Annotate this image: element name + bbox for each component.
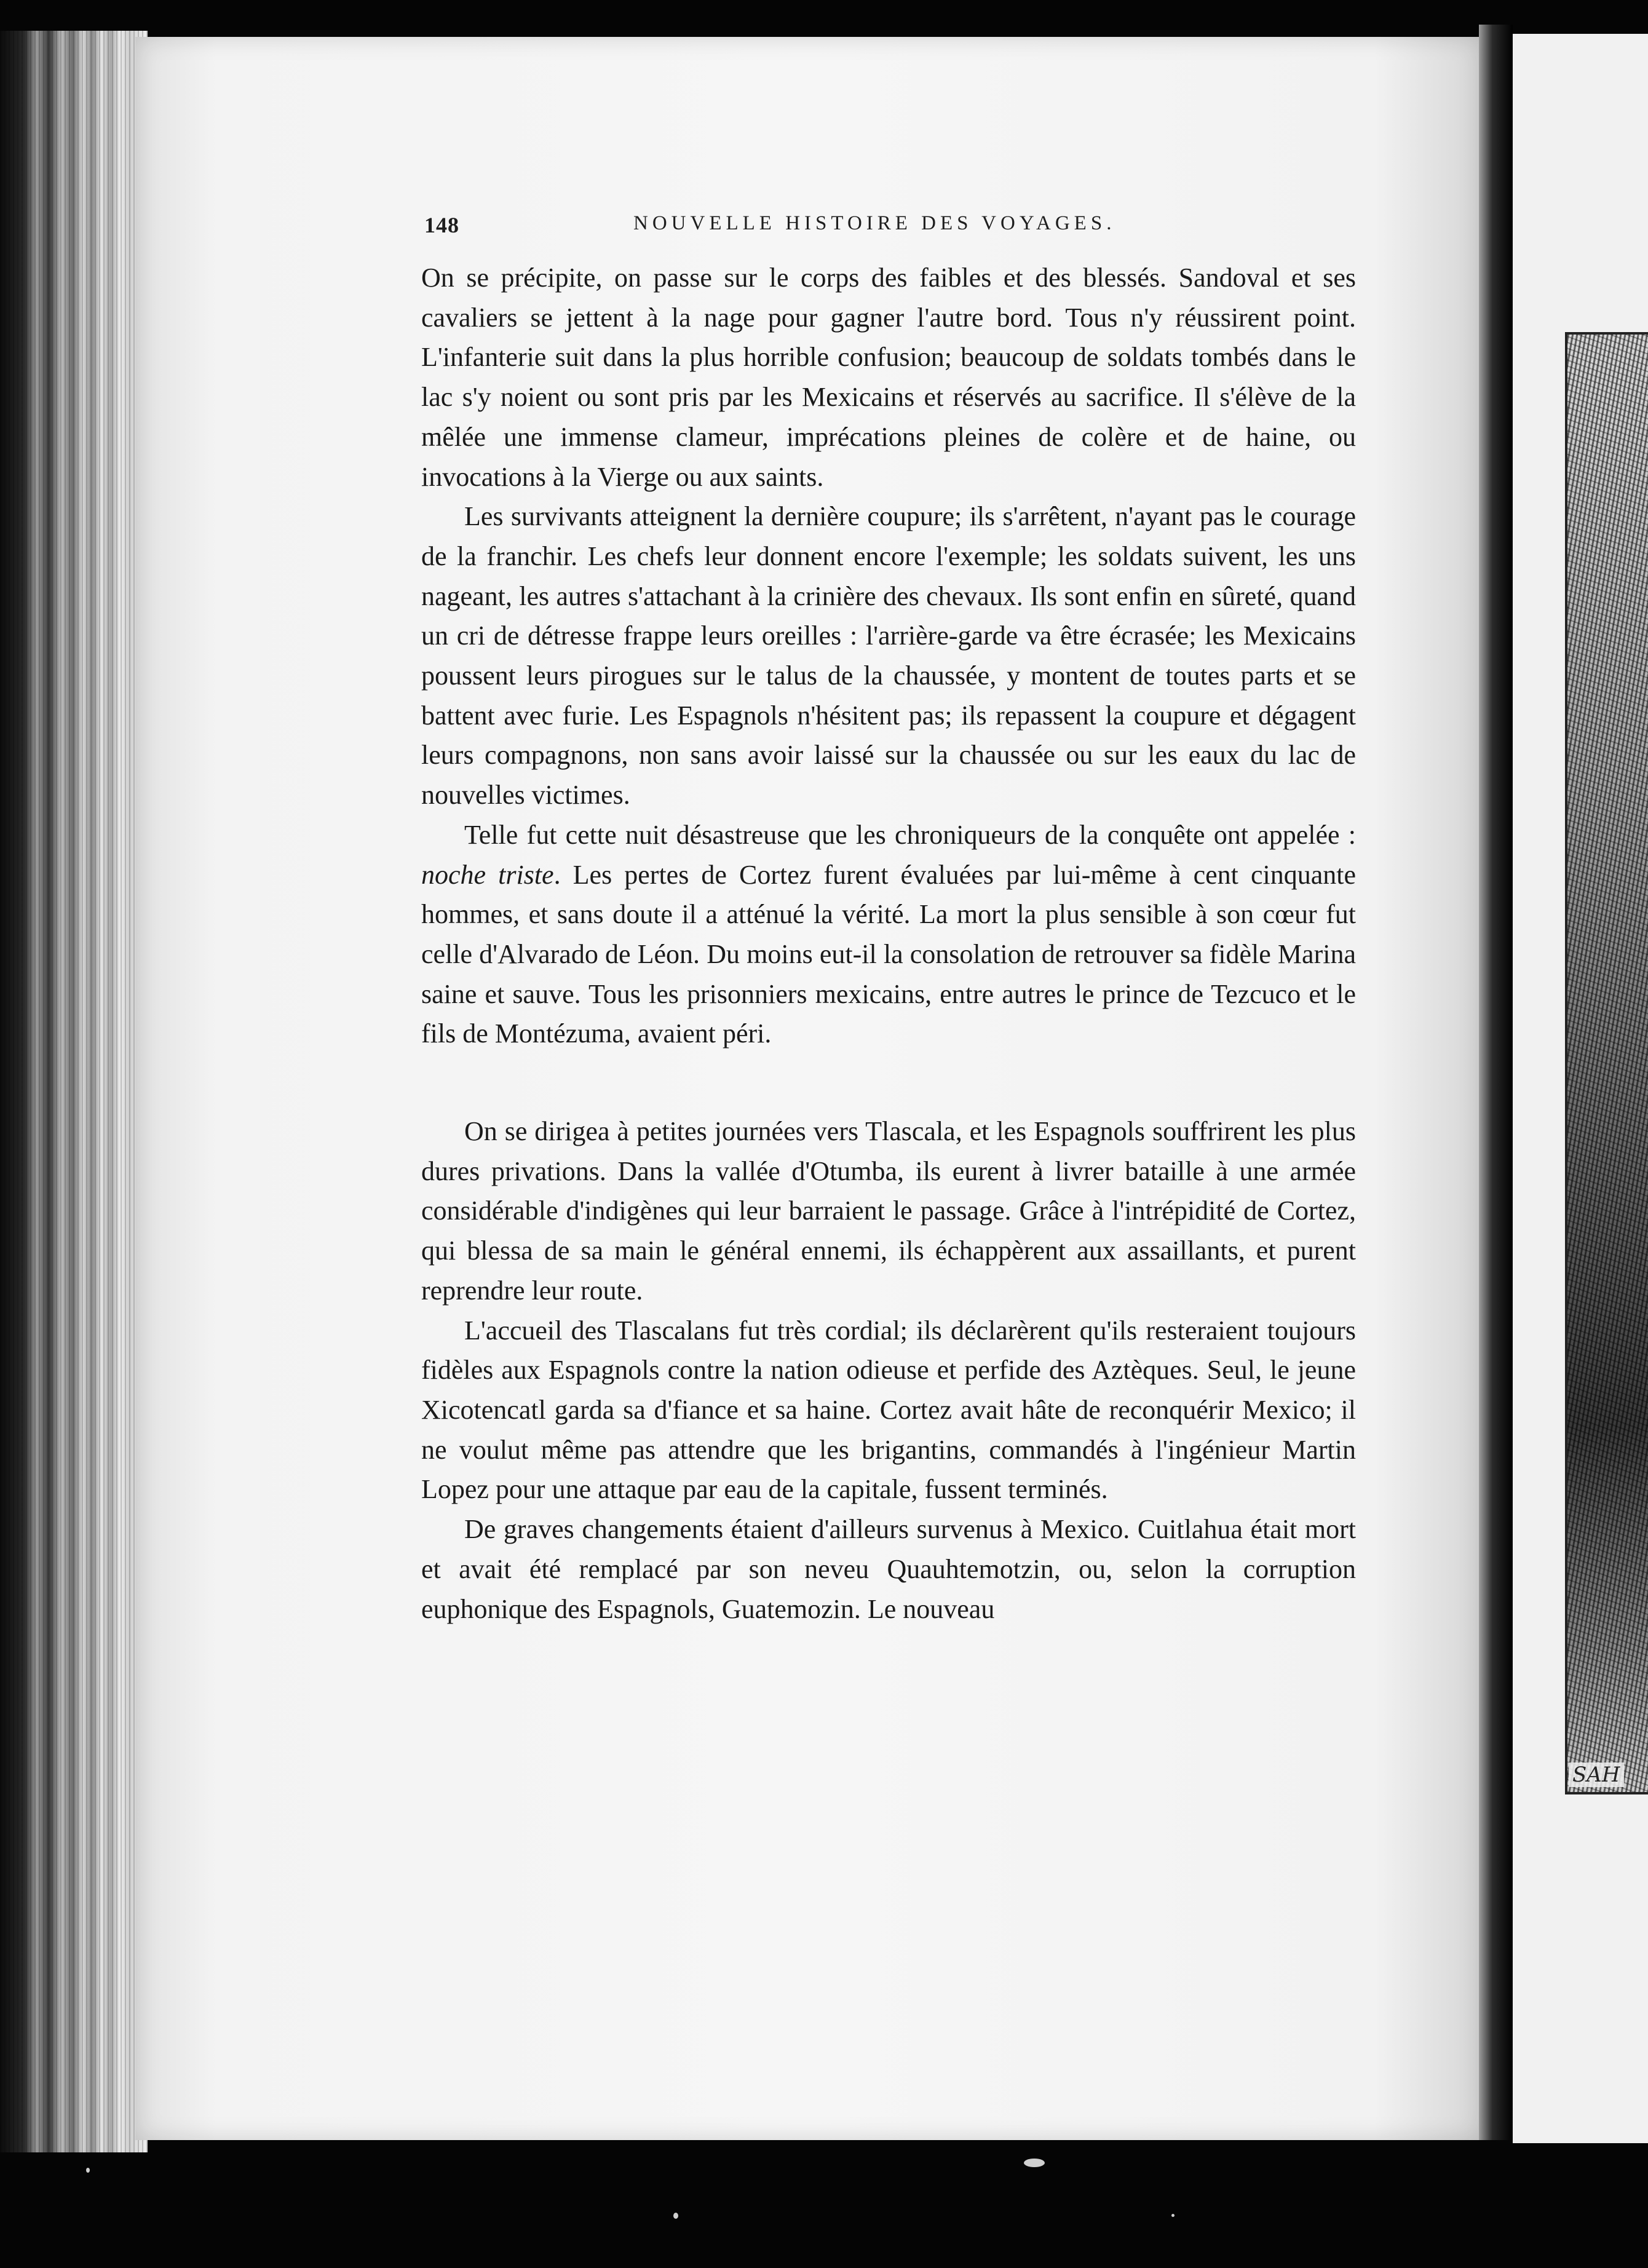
scan-speck [1024, 2159, 1045, 2167]
engraving-illustration [1565, 332, 1648, 1794]
scan-speck [86, 2168, 90, 2173]
facing-page [1513, 34, 1648, 2143]
paragraph-text: Telle fut cette nuit désastreuse que les chroniqueurs de la conquête ont appelée : [464, 819, 1356, 850]
paragraph: On se précipite, on passe sur le corps des faibles et des blessés. Sandoval et ses cavaliers se jettent à la nage pour gagner l'autre bord. Tous n'y réussirent point. L'infanterie suit dans la plus horrible confusion; beaucoup de soldats tombés dans le lac s'y noient ou sont pris par les Mexicains et réservés au sacrifice. Il s'élève de la mêlée une immense clameur, imprécations pleines de colère et de haine, ou invocations à la Vierge ou aux saints. [421, 263, 1356, 492]
body-text [421, 258, 1356, 1629]
paragraph: L'accueil des Tlascalans fut très cordial; ils déclarèrent qu'ils resteraient toujours fidèles aux Espagnols contre la nation odieuse et perfide des Aztèques. Seul, le jeune Xicotencatl garda sa d'fiance et sa haine. Cortez avait hâte de reconquérir Mexico; il ne voulut même pas attendre que les brigantins, commandés à l'ingénieur Martin Lopez pour une attaque par eau de la capitale, fussent terminés. [421, 1315, 1356, 1505]
engraving-signature: SAH [1569, 1762, 1624, 1787]
paragraph: On se dirigea à petites journées vers Tlascala, et les Espagnols souffrirent les plus dures privations. Dans la vallée d'Otumba, ils eurent à livrer bataille à une armée considérable d'indigènes qui leur barraient le passage. Grâce à l'intrépidité de Cortez, qui blessa de sa main le général ennemi, ils échappèrent aux assaillants, et purent reprendre leur route. [421, 1116, 1356, 1306]
paragraph-text: . Les pertes de Cortez furent évaluées par lui-même à cent cinquante hommes, et sans doute il a atténué la vérité. La mort la plus sensible à son cœur fut celle d'Alvarado de Léon. Du moins eut-il la consolation de retrouver sa fidèle Marina saine et sauve. Tous les prisonniers mexicains, entre autres le prince de Tezcuco et le fils de Montézuma, avaient péri. [421, 859, 1356, 1049]
paragraph: Les survivants atteignent la dernière coupure; ils s'arrêtent, n'ayant pas le courage de la franchir. Les chefs leur donnent encore l'exemple; les soldats suivent, les uns nageant, les autres s'attachant à la crinière des chevaux. Ils sont enfin en sûreté, quand un cri de détresse frappe leurs oreilles : l'arrière-garde va être écrasée; les Mexicains poussent leurs pirogues sur le talus de la chaussée, y montent de toutes parts et se battent avec furie. Les Espagnols n'hésitent pas; ils repassent la coupure et dégagent leurs compagnons, non sans avoir laissé sur la chaussée ou sur les eaux du lac de nouvelles victimes. [421, 501, 1356, 811]
paragraph [421, 815, 1356, 1054]
scan-speck [1171, 2214, 1175, 2217]
paragraph: De graves changements étaient d'ailleurs survenus à Mexico. Cuitlahua était mort et avait été remplacé par son neveu Quauhtemotzin, ou, selon la corruption euphonique des Espagnols, Guatemozin. Le nouveau [421, 1514, 1356, 1624]
book-page-edges [0, 31, 148, 2152]
book-gutter [1479, 25, 1513, 2140]
scan-speck [673, 2213, 678, 2219]
italic-term: noche triste [421, 859, 554, 890]
book-title: NOUVELLE HISTOIRE DES VOYAGES. [633, 212, 1116, 234]
running-head [424, 212, 1150, 249]
page-number: 148 [424, 213, 459, 237]
